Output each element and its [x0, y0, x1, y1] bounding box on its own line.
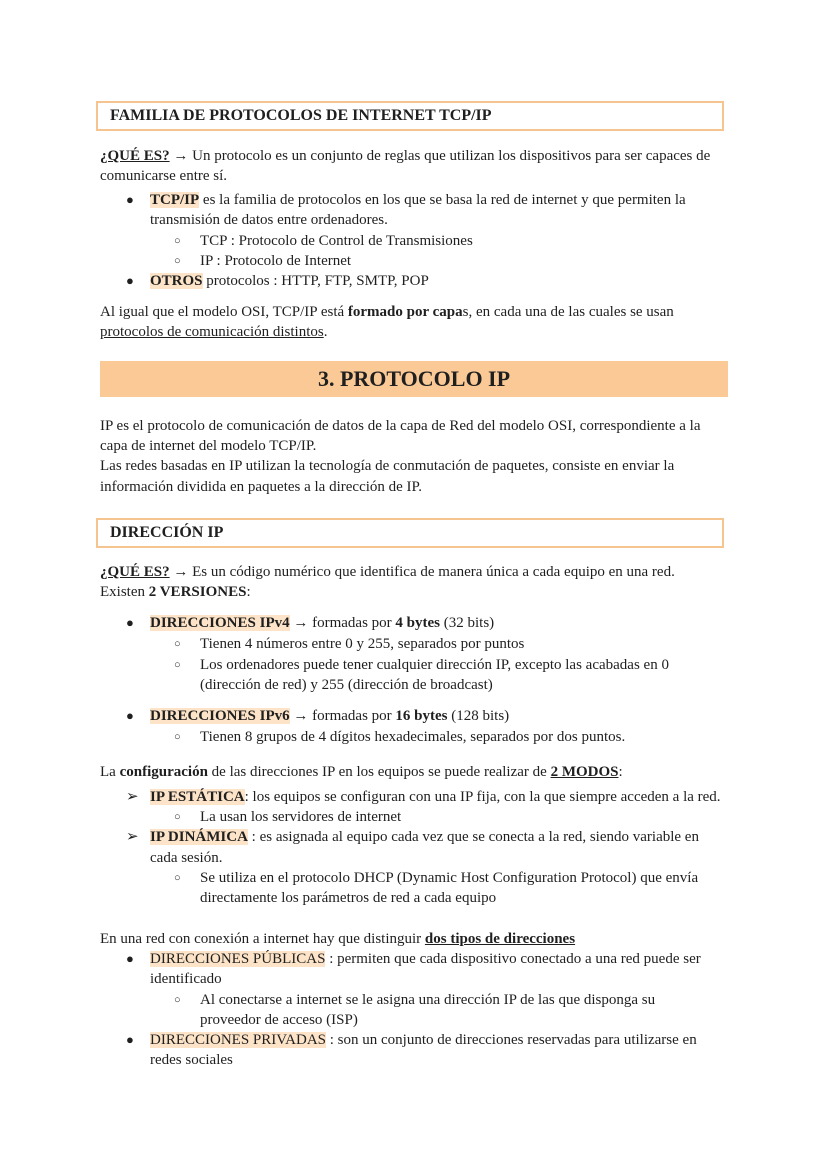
circle-bullet-icon: ○ [174, 255, 181, 267]
list-item-ip-estatica: IP ESTÁTICA: los equipos se configuran con una IP fija, con la que siempre acceden a la red. [150, 789, 721, 805]
list-item-ip-dinamica-cont: cada sesión. [150, 850, 223, 866]
tipos-direcciones-line: En una red con conexión a internet hay que distinguir dos tipos de direcciones [100, 931, 576, 947]
osi-paragraph: Al igual que el modelo OSI, TCP/IP está formado por capas, en cada una de las cuales se usan [100, 304, 674, 320]
circle-bullet-icon: ○ [174, 811, 181, 823]
ip-paragraph-1: IP es el protocolo de comunicación de datos de la capa de Red del modelo OSI, correspondiente a la [100, 418, 701, 434]
list-item-ipv4: DIRECCIONES IPv4 → formadas por 4 bytes (32 bits) [150, 615, 495, 631]
list-subitem-publicas-cont: proveedor de acceso (ISP) [200, 1012, 358, 1028]
list-item-privadas-cont: redes sociales [150, 1052, 233, 1068]
circle-bullet-icon: ○ [174, 659, 181, 671]
circle-bullet-icon: ○ [174, 731, 181, 743]
ip-paragraph-2-cont: información dividida en paquetes a la dirección de IP. [100, 479, 422, 495]
list-subitem-ipv6-1: Tienen 8 grupos de 4 dígitos hexadecimales, separados por dos puntos. [200, 729, 626, 745]
arrow-bullet-icon: ➢ [126, 829, 139, 845]
direccion-definition: ¿QUÉ ES? → Es un código numérico que identifica de manera única a cada equipo en una red. [100, 564, 675, 580]
list-item-ipv6: DIRECCIONES IPv6 → formadas por 16 bytes (128 bits) [150, 708, 510, 724]
list-subitem-ipv4-2: Los ordenadores puede tener cualquier dirección IP, excepto las acabadas en 0 [200, 657, 669, 673]
bullet-icon: ● [126, 192, 134, 207]
list-item-publicas-cont: identificado [150, 971, 222, 987]
section-banner-protocolo-ip: 3. PROTOCOLO IP [100, 361, 728, 397]
ip-paragraph-2: Las redes basadas en IP utilizan la tecnología de conmutación de paquetes, consiste en enviar la [100, 458, 675, 474]
circle-bullet-icon: ○ [174, 872, 181, 884]
list-subitem-estatica: La usan los servidores de internet [200, 809, 402, 825]
list-subitem-ip: IP : Protocolo de Internet [200, 253, 352, 269]
versiones-line: Existen 2 VERSIONES: [100, 584, 251, 600]
osi-paragraph-cont: protocolos de comunicación distintos. [100, 324, 328, 340]
bullet-icon: ● [126, 951, 134, 966]
list-item-ip-dinamica: IP DINÁMICA : es asignada al equipo cada vez que se conecta a la red, siendo variable en [150, 829, 699, 845]
bullet-icon: ● [126, 708, 134, 723]
list-subitem-dinamica: Se utiliza en el protocolo DHCP (Dynamic Host Configuration Protocol) que envía [200, 870, 699, 886]
list-subitem-dinamica-cont: directamente los parámetros de red a cada equipo [200, 890, 497, 906]
circle-bullet-icon: ○ [174, 638, 181, 650]
list-subitem-ipv4-1: Tienen 4 números entre 0 y 255, separados por puntos [200, 636, 525, 652]
list-subitem-tcp: TCP : Protocolo de Control de Transmisiones [200, 233, 473, 249]
section-heading-direccion-ip: DIRECCIÓN IP [96, 518, 724, 548]
list-item-otros: OTROS protocolos : HTTP, FTP, SMTP, POP [150, 273, 429, 289]
tcpip-definition: ¿QUÉ ES? → Un protocolo es un conjunto de reglas que utilizan los dispositivos para ser capaces de [100, 148, 711, 164]
ip-paragraph-1-cont: capa de internet del modelo TCP/IP. [100, 438, 317, 454]
list-subitem-publicas: Al conectarse a internet se le asigna una dirección IP de las que disponga su [200, 992, 656, 1008]
bullet-icon: ● [126, 615, 134, 630]
list-item-publicas: DIRECCIONES PÚBLICAS : permiten que cada dispositivo conectado a una red puede ser [150, 951, 701, 967]
list-item-privadas: DIRECCIONES PRIVADAS : son un conjunto de direcciones reservadas para utilizarse en [150, 1032, 697, 1048]
configuracion-line: La configuración de las direcciones IP en los equipos se puede realizar de 2 MODOS: [100, 764, 623, 780]
que-es-label: ¿QUÉ ES? [100, 148, 170, 164]
tcpip-definition-cont: comunicarse entre sí. [100, 168, 228, 184]
bullet-icon: ● [126, 273, 134, 288]
circle-bullet-icon: ○ [174, 994, 181, 1006]
list-subitem-ipv4-2-cont: (dirección de red) y 255 (dirección de broadcast) [200, 677, 493, 693]
circle-bullet-icon: ○ [174, 235, 181, 247]
arrow-bullet-icon: ➢ [126, 789, 139, 805]
bullet-icon: ● [126, 1032, 134, 1047]
section-heading-tcpip: FAMILIA DE PROTOCOLOS DE INTERNET TCP/IP [96, 101, 724, 131]
list-item-tcpip: TCP/IP es la familia de protocolos en los que se basa la red de internet y que permiten la [150, 192, 686, 208]
list-item-tcpip-cont: transmisión de datos entre ordenadores. [150, 212, 388, 228]
